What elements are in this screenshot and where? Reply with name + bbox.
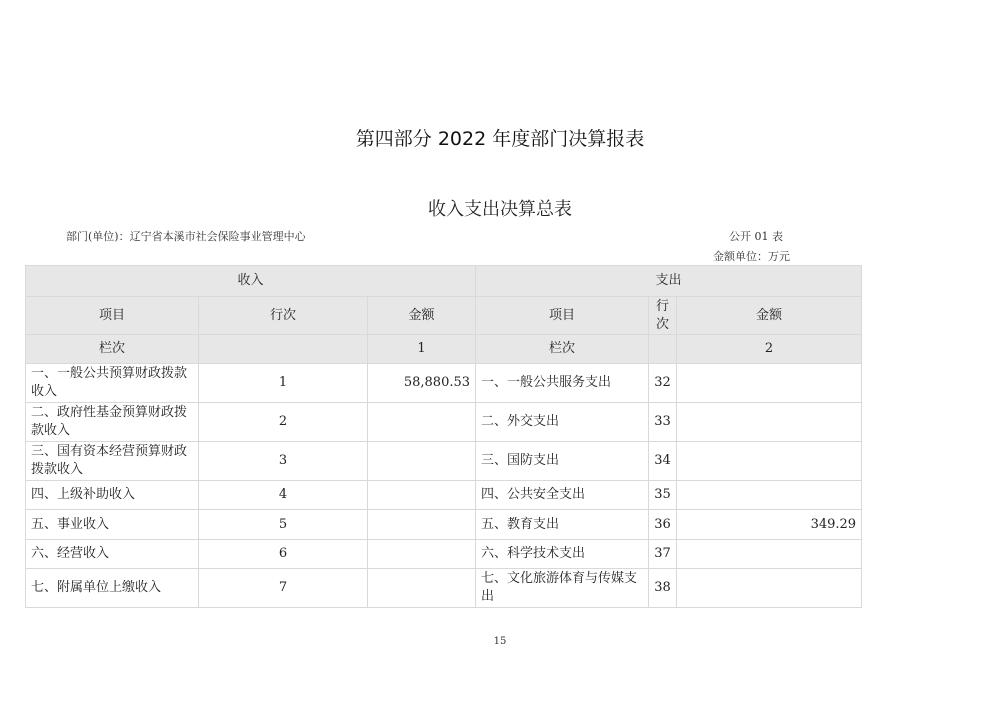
table-title: 收入支出决算总表 xyxy=(428,199,572,220)
income-amount: 58,880.53 xyxy=(368,364,476,403)
table-row xyxy=(26,442,862,481)
expense-column-index: 2 xyxy=(677,335,862,364)
income-section-header: 收入 xyxy=(26,266,476,297)
income-item: 七、附属单位上缴收入 xyxy=(26,569,199,608)
expense-item: 五、教育支出 xyxy=(476,510,649,540)
column-header-row xyxy=(26,297,862,335)
income-row-no: 1 xyxy=(199,364,368,403)
expense-row-no: 34 xyxy=(649,442,677,481)
form-number: 公开 01 表 xyxy=(729,230,783,243)
expense-amount: 349.29 xyxy=(677,510,862,540)
page-number: 15 xyxy=(493,636,507,647)
income-row-no-header: 行次 xyxy=(199,297,368,335)
expense-amount xyxy=(677,403,862,442)
expense-amount xyxy=(677,569,862,608)
expense-row-no: 33 xyxy=(649,403,677,442)
income-row-no: 7 xyxy=(199,569,368,608)
income-amount xyxy=(368,403,476,442)
page-title: 第四部分 2022 年度部门决算报表 xyxy=(355,128,645,150)
column-index-row xyxy=(26,335,862,364)
income-item: 六、经营收入 xyxy=(26,540,199,569)
expense-amount xyxy=(677,540,862,569)
expense-row-no: 35 xyxy=(649,481,677,510)
expense-row-no: 38 xyxy=(649,569,677,608)
expense-amount xyxy=(677,481,862,510)
expense-row-no: 37 xyxy=(649,540,677,569)
income-item-header: 项目 xyxy=(26,297,199,335)
expense-amount xyxy=(677,442,862,481)
income-item: 二、政府性基金预算财政拨款收入 xyxy=(26,403,199,442)
expense-item: 六、科学技术支出 xyxy=(476,540,649,569)
income-column-index: 1 xyxy=(368,335,476,364)
expense-row-no: 32 xyxy=(649,364,677,403)
income-amount xyxy=(368,481,476,510)
income-amount xyxy=(368,540,476,569)
table-row xyxy=(26,481,862,510)
table-row xyxy=(26,364,862,403)
column-index-empty-2 xyxy=(649,335,677,364)
department-label: 部门(单位)：辽宁省本溪市社会保险事业管理中心 xyxy=(66,230,306,243)
income-item: 五、事业收入 xyxy=(26,510,199,540)
summary-table xyxy=(25,265,862,608)
expense-row-no-header: 行次 xyxy=(649,297,677,335)
section-header-row xyxy=(26,266,862,297)
expense-item: 七、文化旅游体育与传媒支出 xyxy=(476,569,649,608)
expense-row-no: 36 xyxy=(649,510,677,540)
amount-unit: 金额单位：万元 xyxy=(713,250,790,263)
expense-item: 三、国防支出 xyxy=(476,442,649,481)
income-amount xyxy=(368,510,476,540)
income-item: 三、国有资本经营预算财政拨款收入 xyxy=(26,442,199,481)
expense-item-header: 项目 xyxy=(476,297,649,335)
expense-section-header: 支出 xyxy=(476,266,862,297)
expense-amount xyxy=(677,364,862,403)
table-row xyxy=(26,403,862,442)
expense-item: 一、一般公共服务支出 xyxy=(476,364,649,403)
column-index-label-2: 栏次 xyxy=(476,335,649,364)
income-row-no: 6 xyxy=(199,540,368,569)
income-item: 四、上级补助收入 xyxy=(26,481,199,510)
table-row xyxy=(26,569,862,608)
income-row-no: 4 xyxy=(199,481,368,510)
income-row-no: 5 xyxy=(199,510,368,540)
expense-item: 四、公共安全支出 xyxy=(476,481,649,510)
income-amount xyxy=(368,442,476,481)
income-item: 一、一般公共预算财政拨款收入 xyxy=(26,364,199,403)
column-index-label: 栏次 xyxy=(26,335,199,364)
column-index-empty xyxy=(199,335,368,364)
income-row-no: 2 xyxy=(199,403,368,442)
income-row-no: 3 xyxy=(199,442,368,481)
expense-amount-header: 金额 xyxy=(677,297,862,335)
table-row xyxy=(26,510,862,540)
income-amount xyxy=(368,569,476,608)
table-row xyxy=(26,540,862,569)
expense-item: 二、外交支出 xyxy=(476,403,649,442)
income-amount-header: 金额 xyxy=(368,297,476,335)
